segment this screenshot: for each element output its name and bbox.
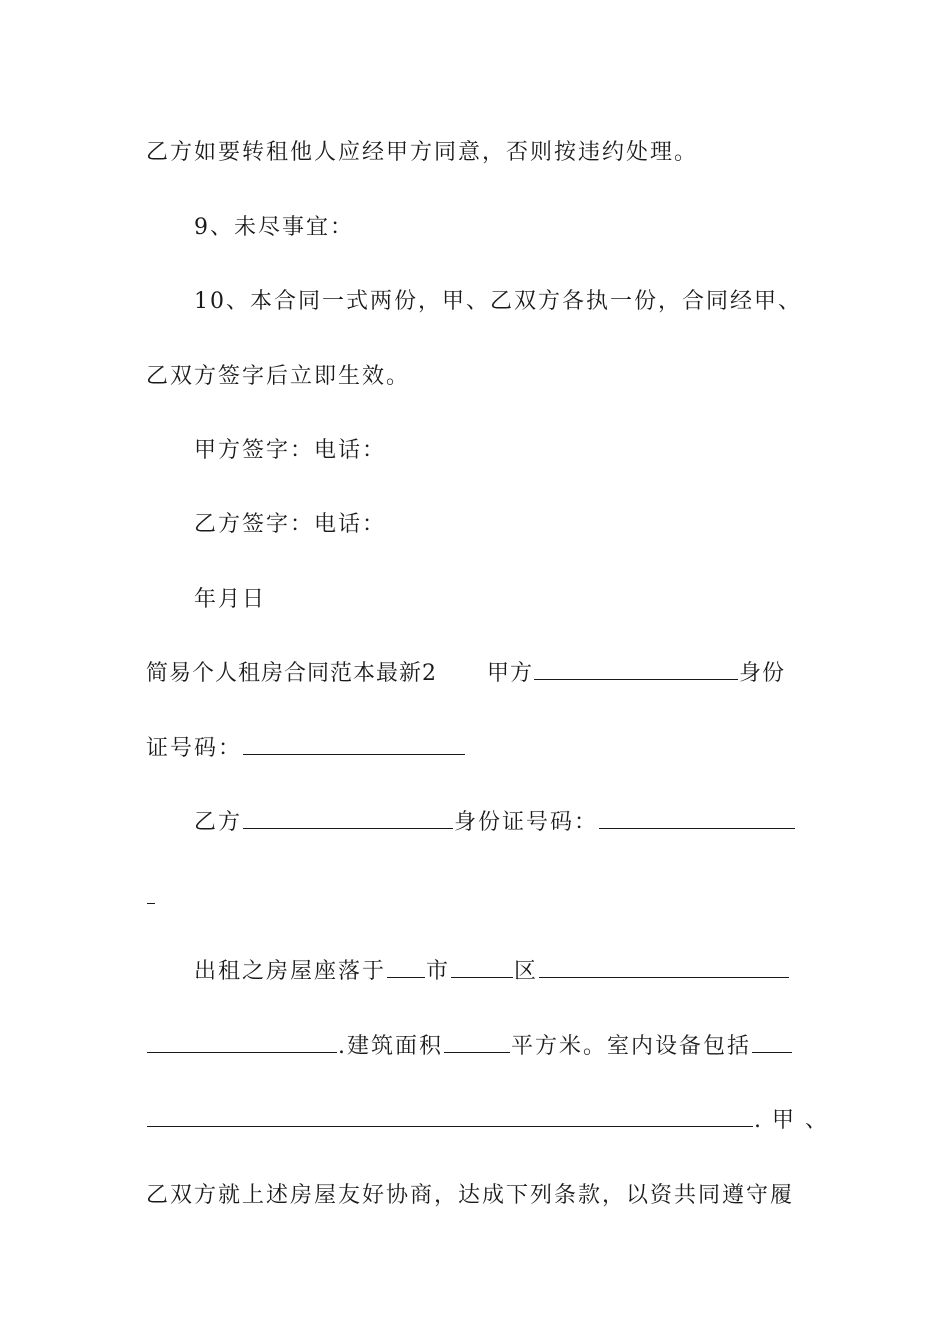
party-b-label: 乙方: [194, 810, 243, 835]
address-blank-cont: [147, 1032, 337, 1053]
party-b-id-blank: [599, 808, 795, 829]
district-label: 区: [514, 959, 539, 984]
clause-sublet-line: [146, 138, 806, 168]
district-blank: [451, 957, 513, 978]
party-b-id-label: 身份证号码：: [454, 810, 599, 835]
property-location-label: 出租之房屋座落于: [194, 959, 387, 984]
equipment-label: 平方米。室内设备包括: [511, 1034, 752, 1059]
party-b-line: [194, 808, 854, 838]
party-a-id-label-cont: 证号码：: [146, 736, 243, 761]
party-a-id-blank: [243, 734, 465, 755]
equipment-blank-cont: [147, 1106, 753, 1127]
address-blank: [539, 957, 789, 978]
date-text: 年月日: [194, 587, 267, 612]
clause-10-continued-text: 乙双方签字后立即生效。: [146, 364, 411, 389]
clause-10-text: 10、本合同一式两份，甲、乙双方各执一份，合同经甲、: [194, 289, 802, 314]
area-blank: [444, 1032, 510, 1053]
party-a-label: 甲方: [487, 661, 534, 686]
property-location-line: [194, 957, 854, 987]
equipment-blank: [752, 1032, 792, 1053]
agreement-intro-text: 乙双方就上述房屋友好协商，达成下列条款，以资共同遵守履: [146, 1183, 795, 1208]
party-a-id-label: 身份: [739, 661, 786, 686]
contract-2-heading-line: [146, 659, 806, 689]
city-blank: [387, 957, 425, 978]
party-a-id-line: [146, 734, 806, 764]
party-b-signature-line: [194, 510, 854, 540]
clause-9-text: 9、未尽事宜：: [194, 215, 354, 240]
party-a-signature-text: 甲方签字：电话：: [194, 438, 387, 463]
contract-2-title: 简易个人租房合同范本最新2: [146, 661, 437, 686]
sublet-text: 乙方如要转租他人应经甲方同意，否则按违约处理。: [146, 140, 699, 165]
party-b-name-blank: [243, 808, 453, 829]
date-line: [194, 585, 854, 615]
clause-9-line: [194, 213, 854, 243]
parties-label: . 甲 、: [754, 1108, 829, 1133]
clause-10-continued-line: [146, 362, 806, 392]
agreement-intro-line: [146, 1181, 806, 1211]
equipment-cont-line: [146, 1106, 829, 1136]
area-equipment-line: [146, 1032, 806, 1062]
party-a-signature-line: [194, 436, 854, 466]
clause-10-line: [194, 287, 854, 317]
party-b-id-blank-cont: [147, 883, 155, 904]
party-b-id-blank-cont-line: [146, 883, 806, 913]
city-label: 市: [426, 959, 451, 984]
party-a-name-blank: [534, 659, 738, 680]
area-label: .建筑面积: [338, 1034, 443, 1059]
party-b-signature-text: 乙方签字：电话：: [194, 512, 387, 537]
